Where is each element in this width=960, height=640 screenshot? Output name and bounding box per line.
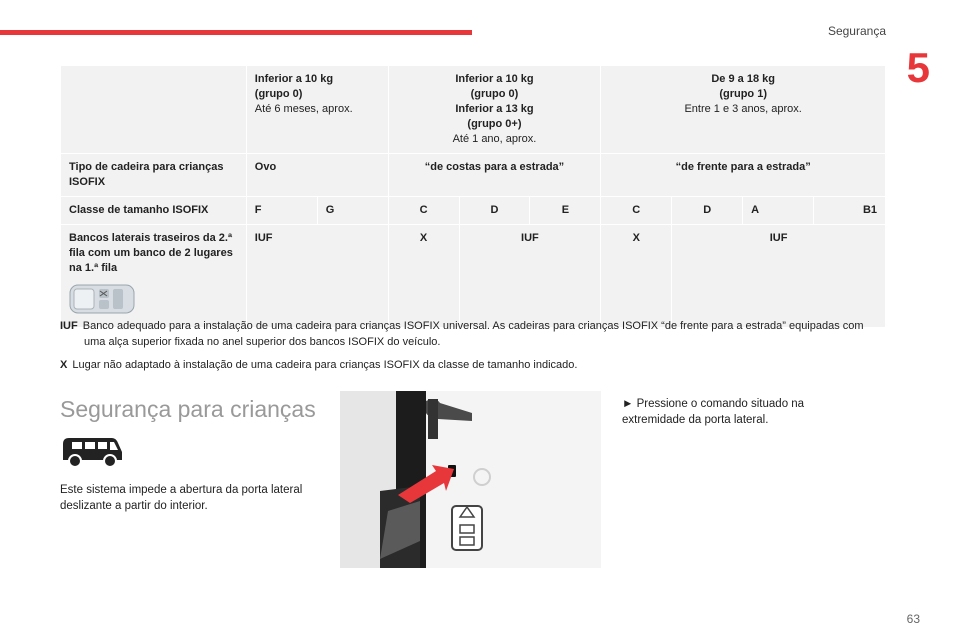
page-number: 63 — [906, 612, 920, 626]
table-cell: A — [743, 197, 814, 225]
table-cell: “de costas para a estrada” — [388, 154, 601, 197]
section-paragraph: Este sistema impede a abertura da porta lateral deslizante a partir do interior. — [60, 484, 303, 512]
table-cell: IUF — [459, 225, 601, 328]
weight-group-cell: De 9 a 18 kg (grupo 1) Entre 1 e 3 anos, aprox. — [601, 66, 886, 154]
isofix-table — [60, 65, 886, 328]
table-corner-cell — [61, 66, 247, 154]
table-cell: C — [388, 197, 459, 225]
header-accent-bar — [0, 30, 472, 35]
table-row — [61, 225, 886, 328]
chapter-number: 5 — [906, 44, 930, 91]
row-label: Tipo de cadeira para crianças ISOFIX — [61, 154, 247, 197]
table-cell: B1 — [814, 197, 886, 225]
table-cell: D — [672, 197, 743, 225]
table-cell: E — [530, 197, 601, 225]
table-cell: G — [317, 197, 388, 225]
instruction-step: ► Pressione o comando situado na extremidade da porta lateral. — [622, 398, 805, 426]
table-row — [61, 154, 886, 197]
section-title: Segurança para crianças — [60, 396, 316, 422]
door-lock-photo — [340, 391, 601, 568]
door-lock-illustration — [340, 391, 601, 568]
table-cell: D — [459, 197, 530, 225]
table-row — [61, 66, 886, 154]
table-cell: IUF — [672, 225, 886, 328]
section-name: Segurança — [827, 24, 886, 38]
row-label: Bancos laterais traseiros da 2.ª fila com um banco de 2 lugares na 1.ª fila — [69, 232, 233, 274]
note-iuf: IUF Banco adequado para a instalação de uma cadeira para crianças ISOFIX universal. As cadeiras para crianças ISOFIX “de frente para a estrada” equipadas com uma alça superior fixada no anel superior dos bancos ISOFIX do veículo. — [60, 320, 864, 348]
weight-group-cell: Inferior a 10 kg (grupo 0) Até 6 meses, aprox. — [246, 66, 388, 154]
table-cell: IUF — [246, 225, 388, 328]
table-cell: F — [246, 197, 317, 225]
table-row — [61, 197, 886, 225]
weight-group-cell: Inferior a 10 kg (grupo 0) Inferior a 13 kg (grupo 0+) Até 1 ano, aprox. — [388, 66, 601, 154]
van-icon — [60, 434, 124, 470]
seat-layout-icon — [69, 282, 137, 316]
table-cell: Ovo — [246, 154, 388, 197]
table-cell: C — [601, 197, 672, 225]
row-label: Classe de tamanho ISOFIX — [61, 197, 247, 225]
row-label-cell — [61, 225, 247, 328]
table-cell: X — [601, 225, 672, 328]
table-cell: X — [388, 225, 459, 328]
note-x: X Lugar não adaptado à instalação de uma cadeira para crianças ISOFIX da classe de tamanho indicado. — [60, 359, 578, 371]
table-cell: “de frente para a estrada” — [601, 154, 886, 197]
